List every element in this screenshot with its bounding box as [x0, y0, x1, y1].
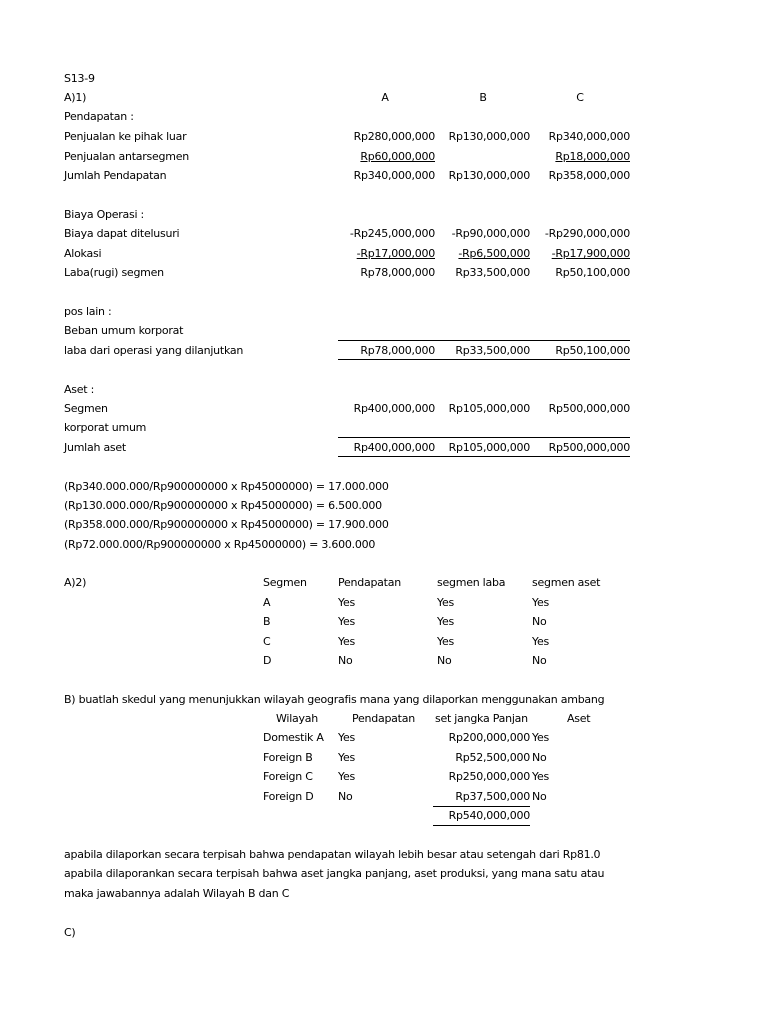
a2-cell: Yes: [437, 596, 455, 609]
a2-cell: Yes: [532, 635, 550, 648]
b-cell-aset: Yes: [532, 731, 550, 744]
row-label-laba-segmen: Laba(rugi) segmen: [64, 266, 164, 279]
row-label-jumlah-aset: Jumlah aset: [64, 441, 126, 454]
cell-value: Rp280,000,000: [353, 130, 435, 143]
a2-header-segmen-laba: segmen laba: [437, 576, 506, 589]
calculation-line: (Rp72.000.000/Rp900000000 x Rp45000000) = 3.600.000: [64, 538, 376, 551]
b-cell-aset-value: Rp200,000,000: [448, 731, 530, 744]
a2-cell: Yes: [338, 596, 356, 609]
cell-value: Rp340,000,000: [548, 130, 630, 143]
cell-value: Rp18,000,000: [555, 150, 630, 163]
b-cell-pendapatan: Yes: [338, 770, 356, 783]
row-label-jumlah-pendapatan: Jumlah Pendapatan: [64, 169, 167, 182]
conclusion-line: apabila dilaporankan secara terpisah bahwa aset jangka panjang, aset produksi, yang mana satu atau: [64, 867, 605, 880]
cell-value: Rp105,000,000: [448, 441, 530, 454]
b-cell-aset-value: Rp250,000,000: [448, 770, 530, 783]
a2-cell: D: [263, 654, 272, 667]
cell-value: -Rp90,000,000: [451, 227, 530, 240]
b-cell-pendapatan: Yes: [338, 751, 356, 764]
cell-value: Rp358,000,000: [548, 169, 630, 182]
b-cell-aset-value: Rp52,500,000: [455, 751, 530, 764]
b-cell-aset-value: Rp37,500,000: [455, 790, 530, 803]
b-header-pendapatan: Pendapatan: [352, 712, 415, 725]
bottom-border-line: [338, 456, 630, 457]
top-border-line: [433, 806, 530, 807]
cell-value: Rp130,000,000: [448, 169, 530, 182]
cell-value: -Rp17,900,000: [551, 247, 630, 260]
a2-cell: C: [263, 635, 271, 648]
row-label-biaya-ditelusuri: Biaya dapat ditelusuri: [64, 227, 180, 240]
a2-cell: Yes: [437, 615, 455, 628]
a2-header-segmen-aset: segmen aset: [532, 576, 601, 589]
cell-value: Rp33,500,000: [455, 344, 530, 357]
b-total-value: Rp540,000,000: [448, 809, 530, 822]
a2-header-pendapatan: Pendapatan: [338, 576, 401, 589]
calculation-line: (Rp340.000.000/Rp900000000 x Rp45000000) = 17.000.000: [64, 480, 389, 493]
pos-lain-title: pos lain :: [64, 305, 112, 318]
row-label-penjualan-antarsegmen: Penjualan antarsegmen: [64, 150, 189, 163]
b-cell-wilayah: Foreign D: [263, 790, 314, 803]
cell-value: Rp500,000,000: [548, 441, 630, 454]
row-label-alokasi: Alokasi: [64, 247, 102, 260]
a2-cell: No: [532, 654, 547, 667]
sheet-code: S13-9: [64, 72, 95, 85]
part-a1-label: A)1): [64, 91, 87, 104]
conclusion-line: apabila dilaporkan secara terpisah bahwa pendapatan wilayah lebih besar atau setengah dari Rp81.0: [64, 848, 601, 861]
top-border-line: [338, 340, 630, 341]
a2-cell: Yes: [437, 635, 455, 648]
a2-cell: B: [263, 615, 271, 628]
b-cell-wilayah: Foreign B: [263, 751, 313, 764]
a2-cell: Yes: [532, 596, 550, 609]
cell-value: Rp400,000,000: [353, 441, 435, 454]
b-cell-wilayah: Foreign C: [263, 770, 313, 783]
cell-value: Rp78,000,000: [360, 266, 435, 279]
conclusion-line: maka jawabannya adalah Wilayah B dan C: [64, 887, 290, 900]
b-header-aset: Aset: [567, 712, 591, 725]
b-cell-aset: No: [532, 790, 547, 803]
cell-value: -Rp290,000,000: [544, 227, 630, 240]
b-cell-pendapatan: Yes: [338, 731, 356, 744]
row-label-beban-umum: Beban umum korporat: [64, 324, 184, 337]
b-cell-pendapatan: No: [338, 790, 353, 803]
cell-value: -Rp17,000,000: [356, 247, 435, 260]
cell-value: Rp78,000,000: [360, 344, 435, 357]
row-label-korporat-umum: korporat umum: [64, 421, 147, 434]
cell-value: Rp33,500,000: [455, 266, 530, 279]
cell-value: Rp105,000,000: [448, 402, 530, 415]
bottom-border-line: [433, 825, 530, 826]
column-header-a: A: [381, 91, 389, 104]
row-label-laba-operasi: laba dari operasi yang dilanjutkan: [64, 344, 244, 357]
part-c-label: C): [64, 926, 76, 939]
a2-cell: A: [263, 596, 271, 609]
bottom-border-line: [338, 359, 630, 360]
top-border-line: [338, 437, 630, 438]
cell-value: Rp400,000,000: [353, 402, 435, 415]
row-label-segmen: Segmen: [64, 402, 108, 415]
cell-value: Rp50,100,000: [555, 344, 630, 357]
a2-cell: No: [532, 615, 547, 628]
aset-title: Aset :: [64, 383, 95, 396]
cell-value: -Rp6,500,000: [458, 247, 530, 260]
cell-value: Rp130,000,000: [448, 130, 530, 143]
b-header-wilayah: Wilayah: [276, 712, 318, 725]
b-cell-aset: Yes: [532, 770, 550, 783]
cell-value: Rp60,000,000: [360, 150, 435, 163]
cell-value: Rp500,000,000: [548, 402, 630, 415]
calculation-line: (Rp358.000.000/Rp900000000 x Rp45000000) = 17.900.000: [64, 518, 389, 531]
cell-value: -Rp245,000,000: [349, 227, 435, 240]
row-label-penjualan-luar: Penjualan ke pihak luar: [64, 130, 187, 143]
cell-value: Rp50,100,000: [555, 266, 630, 279]
pendapatan-title: Pendapatan :: [64, 110, 134, 123]
b-cell-wilayah: Domestik A: [263, 731, 324, 744]
a2-cell: Yes: [338, 635, 356, 648]
a2-header-segmen: Segmen: [263, 576, 307, 589]
a2-cell: No: [437, 654, 452, 667]
cell-value: Rp340,000,000: [353, 169, 435, 182]
b-header-aset-jangka: set jangka Panjan: [435, 712, 528, 725]
biaya-title: Biaya Operasi :: [64, 208, 145, 221]
a2-cell: No: [338, 654, 353, 667]
calculation-line: (Rp130.000.000/Rp900000000 x Rp45000000) = 6.500.000: [64, 499, 382, 512]
column-header-b: B: [479, 91, 487, 104]
b-cell-aset: No: [532, 751, 547, 764]
column-header-c: C: [576, 91, 584, 104]
a2-cell: Yes: [338, 615, 356, 628]
part-a2-label: A)2): [64, 576, 87, 589]
part-b-question: B) buatlah skedul yang menunjukkan wilayah geografis mana yang dilaporkan menggunakan ambang: [64, 693, 605, 706]
